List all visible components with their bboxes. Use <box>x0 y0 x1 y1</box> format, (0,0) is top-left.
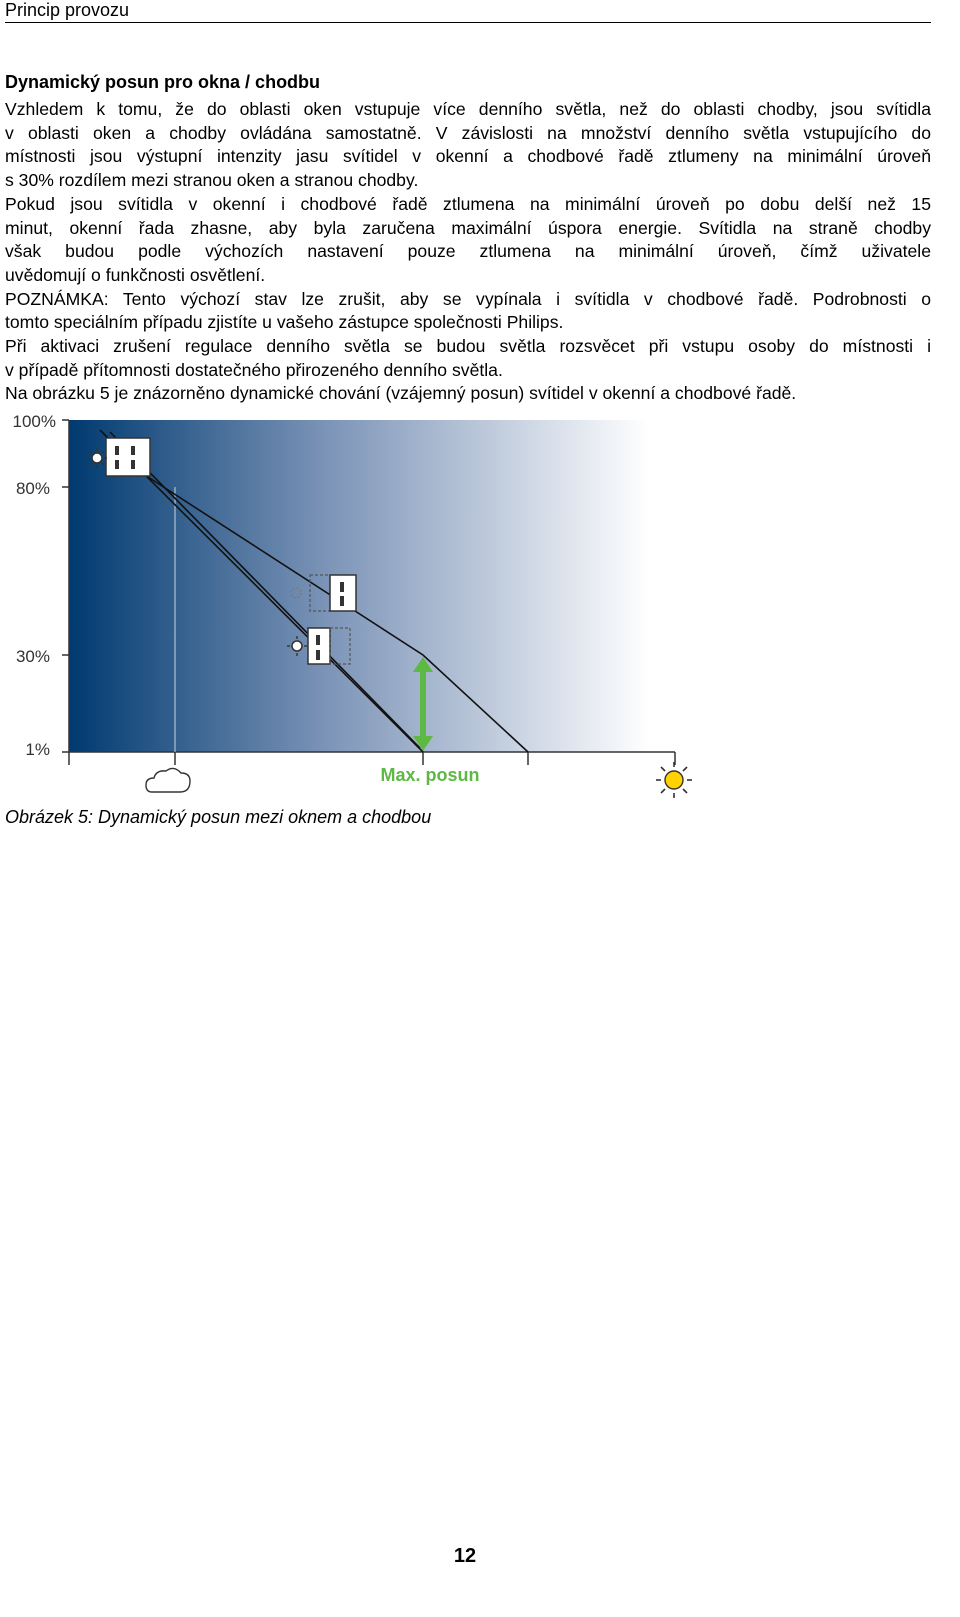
text-line: s 30% rozdílem mezi stranou oken a stranou chodby. <box>5 170 419 191</box>
text-line: uvědomují o funkčnosti osvětlení. <box>5 264 266 285</box>
figure-caption: Obrázek 5: Dynamický posun mezi oknem a chodbou <box>5 807 432 827</box>
text-line: Vzhledem k tomu, že do oblasti oken vstupuje více denního světla, než do oblasti chodby, jsou svítidla <box>5 99 931 119</box>
y-tick-label: 1% <box>25 740 50 759</box>
text-line: v případě přítomnosti dostatečného přirozeného denního světla. <box>5 359 503 380</box>
text-line: však budou podle výchozích nastavení pouze ztlumena na minimální úroveň, čímž uživatele <box>5 241 931 262</box>
page-header <box>5 0 931 23</box>
daylight-gradient <box>69 420 649 752</box>
section-heading: Dynamický posun pro okna / chodbu <box>5 72 321 92</box>
section-content <box>5 70 931 406</box>
y-tick-label: 30% <box>15 647 50 666</box>
text-line: místnosti jsou výstupní intenzity jasu svítidel v okenní a chodbové řadě ztlumeny na minimální úroveň <box>5 146 931 167</box>
y-tick-label: 100% <box>12 412 56 431</box>
text-line: minut, okenní řada zhasne, aby byla zaručena maximální úspora energie. Svítidla na straně chodby <box>5 217 931 238</box>
cloud-icon <box>146 768 190 792</box>
header-title: Princip provozu <box>5 0 130 20</box>
text-line: tomto speciálním případu zjistíte u vašeho zástupce společnosti Philips. <box>5 312 564 333</box>
page-number: 12 <box>453 1545 477 1567</box>
text-line: POZNÁMKA: Tento výchozí stav lze zrušit, aby se vypínala i svítidla v chodbové řadě. Podrobnosti o <box>5 288 931 309</box>
text-line: Pokud jsou svítidla v okenní i chodbové řadě ztlumena na minimální úroveň po dobu delší než 15 <box>5 193 931 214</box>
sun-icon <box>656 762 692 798</box>
text-line: Na obrázku 5 je znázorněno dynamické chování (vzájemný posun) svítidel v okenní a chodbové řadě. <box>5 383 797 404</box>
text-line: Při aktivaci zrušení regulace denního světla se budou světla rozsvěcet při vstupu osoby do místnosti i <box>5 336 931 357</box>
text-line: v oblasti oken a chodby ovládána samostatně. V závislosti na množství denního světla vstupujícího do <box>5 122 931 143</box>
y-tick-label: 80% <box>15 479 50 498</box>
dynamic-offset-figure <box>0 410 720 810</box>
max-offset-label: Max. posun <box>380 765 480 785</box>
